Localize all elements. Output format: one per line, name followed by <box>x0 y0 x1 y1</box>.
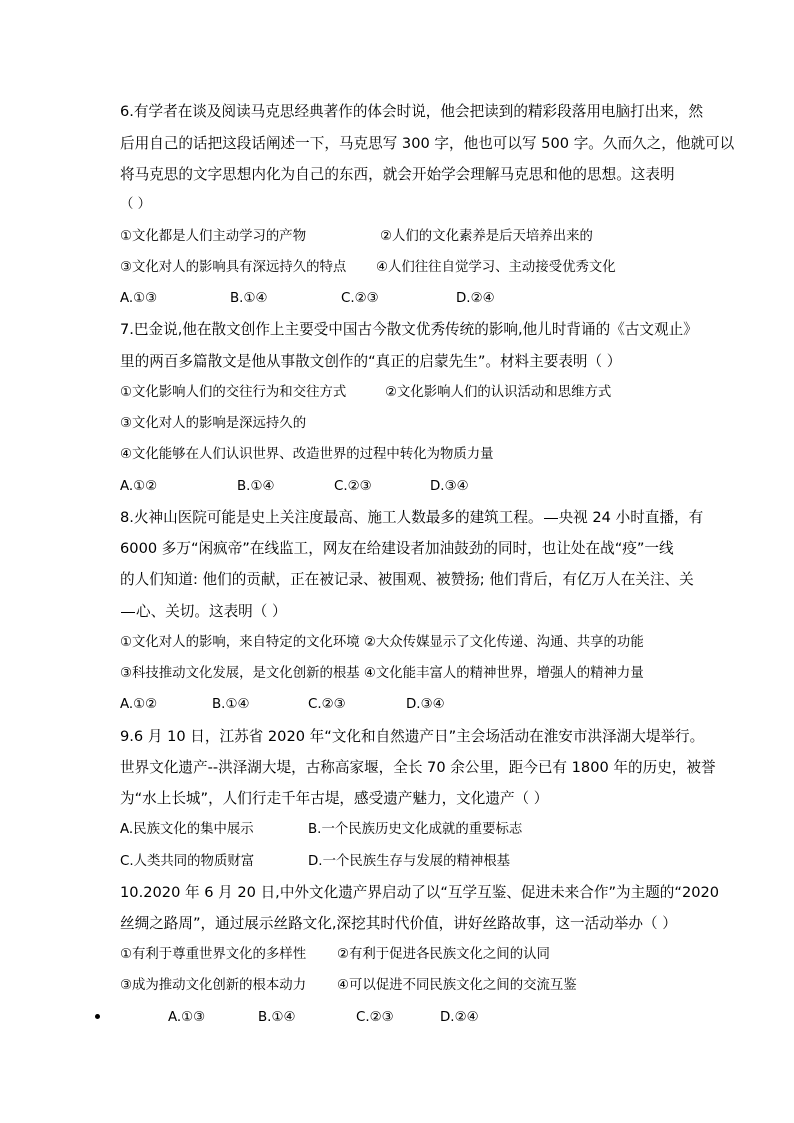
q10-line-2: 丝绸之路周”，通过展示丝路文化,深挖其时代价值，讲好丝路故事，这一活动举办（ ） <box>120 915 677 932</box>
q10-statement-3: ③成为推动文化创新的根本动力 <box>120 978 307 993</box>
q6-option-b[interactable]: B.①④ <box>230 291 268 306</box>
q9-option-b[interactable]: B.一个民族历史文化成就的重要标志 <box>308 822 523 837</box>
q9-option-c[interactable]: C.人类共同的物质财富 <box>120 854 255 869</box>
q9-line-1: 9.6 月 10 日，江苏省 2020 年“文化和自然遗产日”主会场活动在淮安市洪泽湖大堤举行。 <box>120 728 705 745</box>
q8-line-1 <box>120 508 703 528</box>
q6-statement-3: ③文化对人的影响具有深远持久的特点 <box>120 260 347 275</box>
q10-statement-2: ②有利于促进各民族文化之间的认同 <box>337 947 550 962</box>
q8-option-a[interactable]: A.①② <box>120 697 158 712</box>
q10-option-d[interactable]: D.②④ <box>440 1010 479 1025</box>
underline-mark <box>121 612 135 613</box>
q6-line-2: 后用自己的话把这段话阐述一下，马克思写 300 字，他也可以写 500 字。久而久之，他就可以 <box>120 135 735 152</box>
q8-line-2: 6000 多万“闲疯帝”在线监工，网友在给建设者加油鼓劲的同时，也让处在战“疫”一线 <box>120 540 674 557</box>
q8-option-b[interactable]: B.①④ <box>212 697 250 712</box>
underline-mark <box>544 518 558 519</box>
q8-line-4-text: 心、关切。这表明（ ） <box>136 603 287 620</box>
q7-option-b[interactable]: B.①④ <box>237 479 275 494</box>
q8-option-d[interactable]: D.③④ <box>406 697 445 712</box>
q7-line-2: 里的两百多篇散文是他从事散文创作的“真正的启蒙先生”。材料主要表明（ ） <box>120 353 622 370</box>
q6-option-c[interactable]: C.②③ <box>341 291 379 306</box>
q9-line-3: 为“水上长城”，人们行走千年古堤，感受遗产魅力，文化遗产（ ） <box>120 790 549 807</box>
q7-option-c[interactable]: C.②③ <box>334 479 372 494</box>
q7-option-d[interactable]: D.③④ <box>430 479 469 494</box>
bullet-dot <box>95 1014 100 1019</box>
q7-statement-1: ①文化影响人们的交往行为和交往方式 <box>120 385 347 400</box>
q8-line-1-text-b: 央视 24 小时直播，有 <box>558 509 704 526</box>
q7-line-1: 7.巴金说,他在散文创作上主要受中国古今散文优秀传统的影响,他儿时背诵的《古文观止》 <box>120 321 698 338</box>
q7-statement-4: ④文化能够在人们认识世界、改造世界的过程中转化为物质力量 <box>120 447 494 462</box>
q8-option-c[interactable]: C.②③ <box>308 697 346 712</box>
q10-option-b[interactable]: B.①④ <box>258 1010 296 1025</box>
q6-answer-bracket: （ ） <box>120 197 152 212</box>
q8-line-4 <box>120 602 287 622</box>
q6-line-1: 6.有学者在谈及阅读马克思经典著作的体会时说，他会把读到的精彩段落用电脑打出来，然 <box>120 103 704 120</box>
q8-line-1-text-a: 8.火神山医院可能是史上关注度最高、施工人数最多的建筑工程。 <box>120 509 543 526</box>
q6-option-d[interactable]: D.②④ <box>456 291 495 306</box>
q7-statement-2: ②文化影响人们的认识活动和思维方式 <box>385 385 612 400</box>
q7-option-a[interactable]: A.①② <box>120 479 158 494</box>
q10-statement-1: ①有利于尊重世界文化的多样性 <box>120 947 307 962</box>
q9-line-2: 世界文化遗产--洪泽湖大堤，古称高家堰，全长 70 余公里，距今已有 1800 年的历史，被誉 <box>120 759 716 776</box>
q9-option-d[interactable]: D.一个民族生存与发展的精神根基 <box>308 854 511 869</box>
q7-statement-3: ③文化对人的影响是深远持久的 <box>120 416 307 431</box>
q8-statements-1-2: ①文化对人的影响，来自特定的文化环境 ②大众传媒显示了文化传递、沟通、共享的功能 <box>120 635 644 650</box>
q6-statement-2: ②人们的文化素养是后天培养出来的 <box>380 229 593 244</box>
q6-statement-4: ④人们往往自觉学习、主动接受优秀文化 <box>376 260 616 275</box>
q6-option-a[interactable]: A.①③ <box>120 291 158 306</box>
q10-option-c[interactable]: C.②③ <box>356 1010 394 1025</box>
q10-statement-4: ④可以促进不同民族文化之间的交流互鉴 <box>337 978 577 993</box>
q6-statement-1: ①文化都是人们主动学习的产物 <box>120 229 307 244</box>
q8-statements-3-4: ③科技推动文化发展，是文化创新的根基 ④文化能丰富人的精神世界，增强人的精神力量 <box>120 666 644 681</box>
q10-option-a[interactable]: A.①③ <box>168 1010 206 1025</box>
q10-line-1: 10.2020 年 6 月 20 日,中外文化遗产界启动了以“互学互鉴、促进未来合作”为主题的“2020 <box>120 884 720 901</box>
q9-option-a[interactable]: A.民族文化的集中展示 <box>120 822 254 837</box>
q8-line-3: 的人们知道: 他们的贡献，正在被记录、被围观、被赞扬; 他们背后，有亿万人在关注、关 <box>120 571 694 588</box>
q6-line-3: 将马克思的文字思想内化为自己的东西，就会开始学会理解马克思和他的思想。这表明 <box>120 166 675 183</box>
